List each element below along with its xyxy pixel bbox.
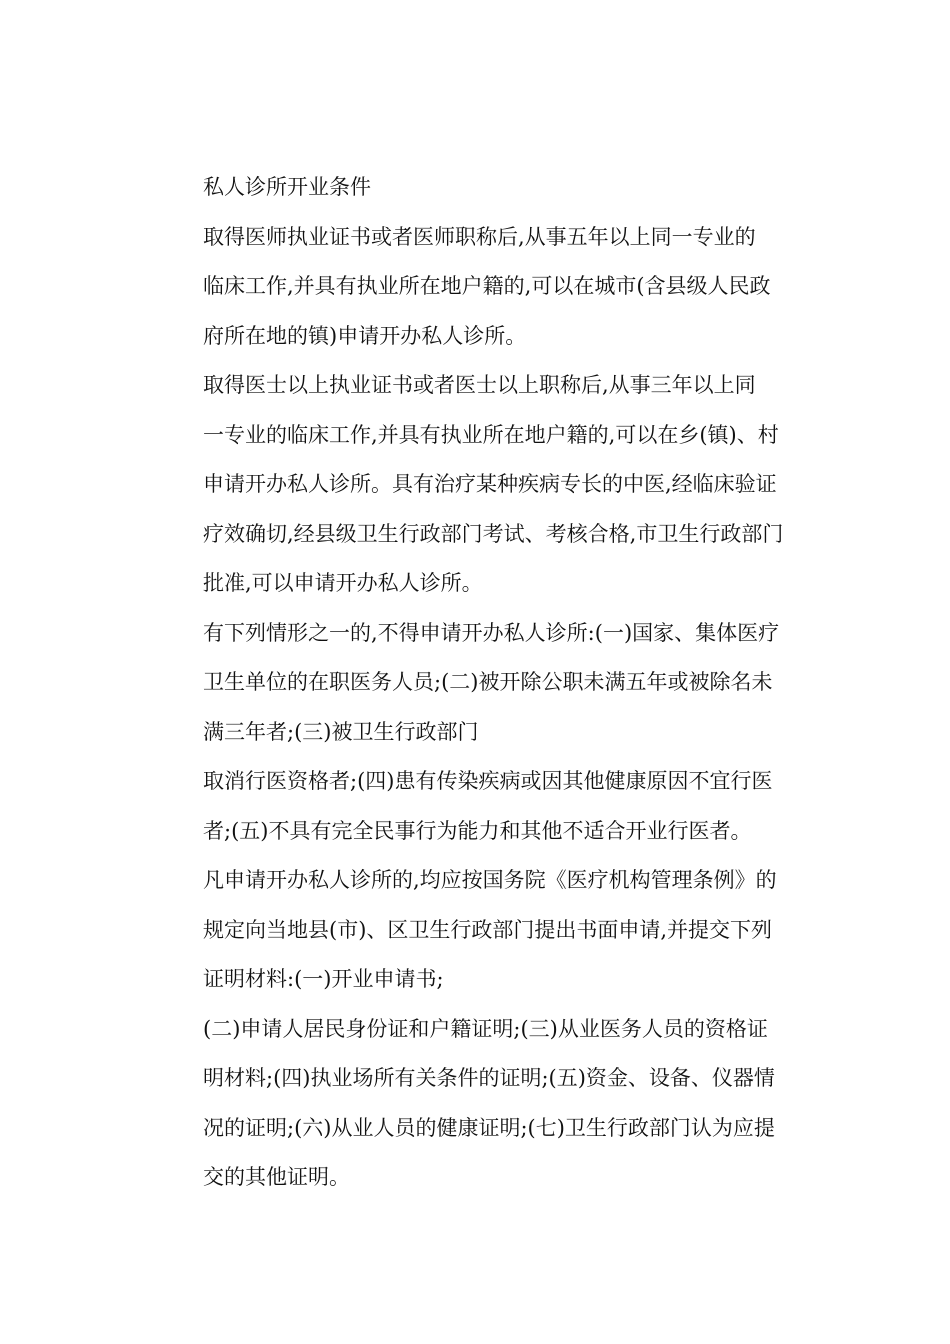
text-line: (二)申请人居民身份证和户籍证明;(三)从业医务人员的资格证 bbox=[203, 1016, 768, 1041]
text-line: 有下列情形之一的,不得申请开办私人诊所:(一)国家、集体医疗 bbox=[203, 620, 780, 645]
document-title: 私人诊所开业条件 bbox=[203, 175, 371, 199]
text-line: 批准,可以申请开办私人诊所。 bbox=[203, 571, 483, 595]
text-line: 府所在地的镇)申请开办私人诊所。 bbox=[203, 323, 527, 348]
text-line: 疗效确切,经县级卫生行政部门考试、考核合格,市卫生行政部门 bbox=[203, 521, 784, 546]
text-line: 交的其他证明。 bbox=[203, 1165, 350, 1189]
text-line: 取得医士以上执业证书或者医士以上职称后,从事三年以上同 bbox=[203, 373, 756, 397]
text-line: 卫生单位的在职医务人员;(二)被开除公职未满五年或被除名未 bbox=[203, 670, 773, 694]
text-line: 申请开办私人诊所。具有治疗某种疾病专长的中医,经临床验证 bbox=[203, 472, 777, 496]
document-body bbox=[203, 163, 813, 1203]
text-line: 取消行医资格者;(四)患有传染疾病或因其他健康原因不宜行医 bbox=[203, 769, 773, 793]
text-line: 况的证明;(六)从业人员的健康证明;(七)卫生行政部门认为应提 bbox=[203, 1115, 775, 1140]
text-line: 临床工作,并具有执业所在地户籍的,可以在城市(含县级人民政 bbox=[203, 274, 771, 298]
text-line: 取得医师执业证书或者医师职称后,从事五年以上同一专业的 bbox=[203, 224, 756, 249]
text-line: 者;(五)不具有完全民事行为能力和其他不适合开业行医者。 bbox=[203, 818, 752, 843]
text-line: 一专业的临床工作,并具有执业所在地户籍的,可以在乡(镇)、村 bbox=[203, 422, 779, 447]
text-line: 凡申请开办私人诊所的,均应按国务院《医疗机构管理条例》的 bbox=[203, 868, 777, 892]
text-line: 满三年者;(三)被卫生行政部门 bbox=[203, 719, 479, 744]
text-line: 规定向当地县(市)、区卫生行政部门提出书面申请,并提交下列 bbox=[203, 917, 773, 942]
text-line: 证明材料:(一)开业申请书; bbox=[203, 967, 444, 991]
text-line: 明材料;(四)执业场所有关条件的证明;(五)资金、设备、仪器情 bbox=[203, 1066, 775, 1090]
